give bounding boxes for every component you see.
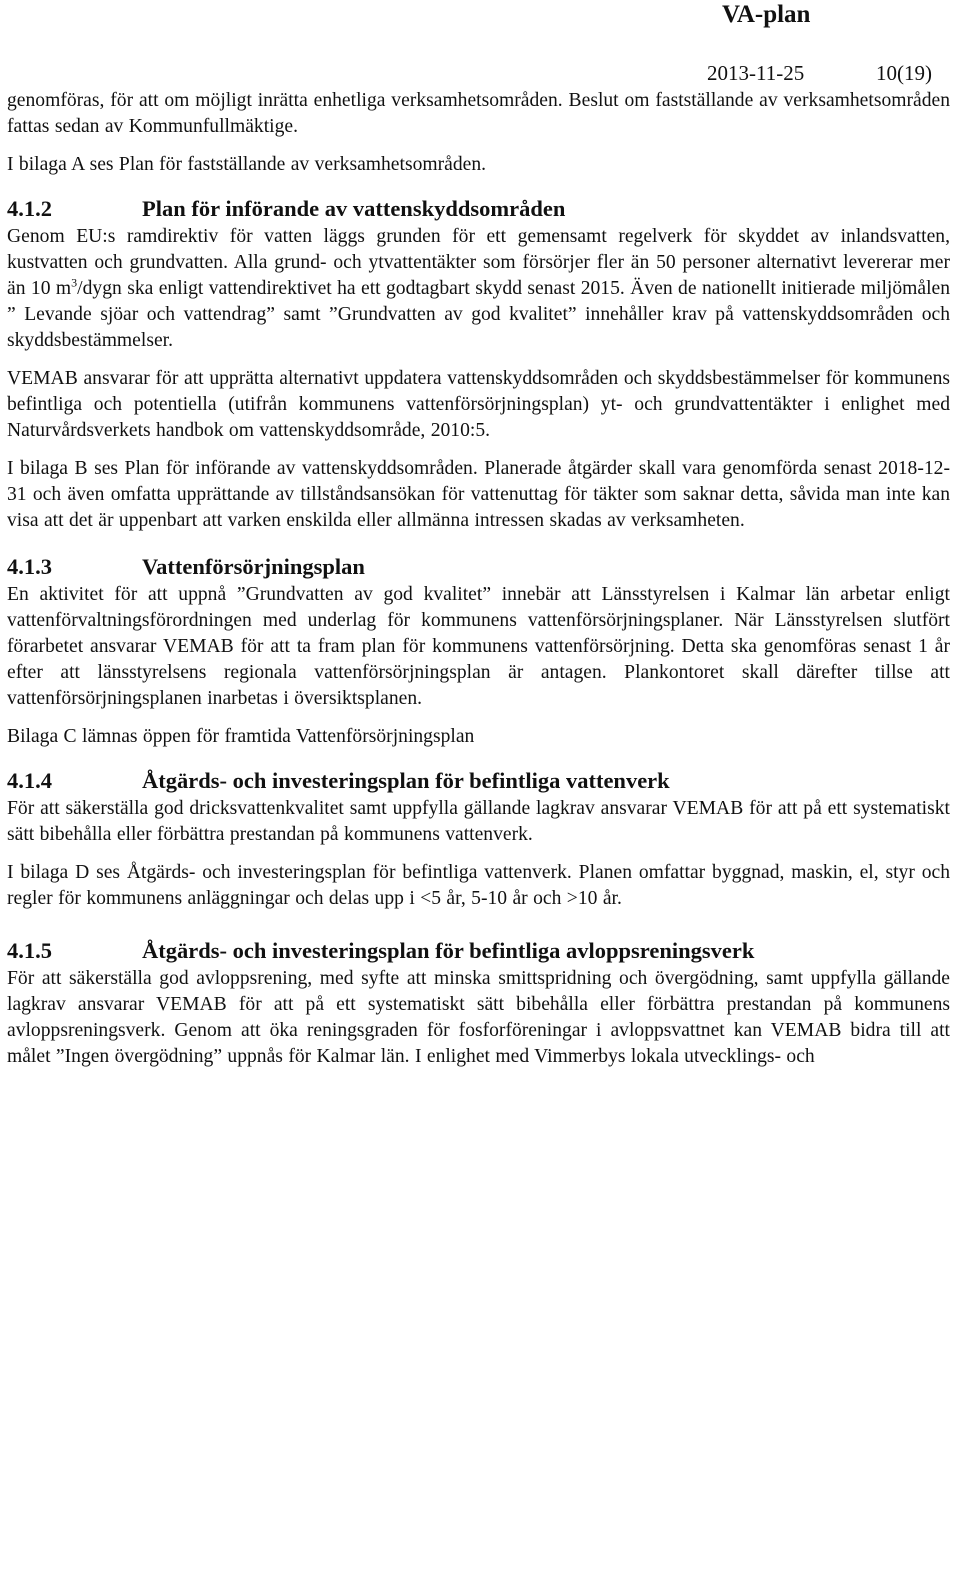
section-4-1-3-paragraph-2: Bilaga C lämnas öppen för framtida Vattenförsörjningsplan [7,726,475,747]
section-heading-4-1-5 [7,936,950,966]
document-date: 2013-11-25 [707,61,805,85]
section-4-1-2-paragraph-3: I bilaga B ses Plan för införande av vattenskyddsområden. Planerade åtgärder skall vara genomförda senast 2018-12-31 och även omfatta upprättande av tillståndsansökan för vattenuttag för täkter som saknar detta, såvida man inte kan visa att det är uppenbart att varken enskilda eller allmänna intressen skadas av verksamheten. [7,458,950,531]
section-heading-4-1-2 [7,194,950,224]
section-4-1-4-paragraph-2: I bilaga D ses Åtgärds- och investeringsplan för befintliga vattenverk. Planen omfattar byggnad, maskin, el, styr och regler för kommunens anläggningar och delas upp i <5 år, 5-10 år och >10 år. [7,862,950,909]
section-title: Åtgärds- och investeringsplan för befintliga vattenverk [142,768,670,793]
section-heading-4-1-4 [7,766,950,796]
section-4-1-3-paragraph-1: En aktivitet för att uppnå ”Grundvatten av god kvalitet” innebär att Länsstyrelsen i Kalmar län arbetar enligt vattenförvaltningsförordningen med underlag för kommunens vattenförsörjningsplaner. När Länsstyrelsen slutfört förarbetet ansvarar VEMAB för att ta fram plan för kommunens vattenförsörjning. Detta ska genomföras senast 1 år efter att länsstyrelsens regionala vattenförsörjningsplan är antagen. Plankontoret skall därefter tillse att vattenförsörjningsplanen inarbetas i översiktsplanen. [7,584,950,709]
section-4-1-4-paragraph-1: För att säkerställa god dricksvattenkvalitet samt uppfylla gällande lagkrav ansvarar VEMAB för att på ett systematiskt sätt bibehålla eller förbättra prestandan på kommunens vattenverk. [7,798,950,845]
superscript: 3 [71,275,78,290]
section-4-1-5-paragraph-1: För att säkerställa god avloppsrening, med syfte att minska smittspridning och övergödning, samt uppfylla gällande lagkrav ansvarar VEMAB för att på ett systematiskt sätt bibehålla eller förbättra prestandan på kommunens avloppsreningsverk. Genom att öka reningsgraden för fosforföreningar i avloppsvattnet kan VEMAB bidra till att målet ”Ingen övergödning” uppnås för Kalmar län. I enlighet med Vimmerbys lokala utvecklings- och [7,968,950,1067]
section-title: Vattenförsörjningsplan [142,554,365,579]
document-body [7,88,950,1070]
section-title: Plan för införande av vattenskyddsområden [142,196,566,221]
paragraph-text: /dygn ska enligt vattendirektivet ha ett godtagbart skydd senast 2015. Även de nationellt initierade miljömålen ” Levande sjöar och vattendrag” samt ”Grundvatten av god kvalitet” innehåller krav på vattenskyddsområden och skyddsbestämmelser. [7,278,951,351]
intro-paragraph-bilaga-a: I bilaga A ses Plan för fastställande av verksamhetsområden. [7,154,487,175]
section-heading-4-1-3 [7,552,950,582]
section-4-1-2-paragraph-2: VEMAB ansvarar för att upprätta alternativt uppdatera vattenskyddsområden och skyddsbestämmelser för kommunens befintliga och potentiella (utifrån kommunens vattenförsörjningsplan) yt- och grundvattentäkter i enlighet med Naturvårdsverkets handbok om vattenskyddsområde, 2010:5. [7,368,950,441]
section-title: Åtgärds- och investeringsplan för befintliga avloppsreningsverk [142,938,755,963]
section-number: 4.1.3 [7,554,52,579]
section-number: 4.1.2 [7,196,52,221]
section-4-1-2-paragraph-1 [7,224,950,354]
section-number: 4.1.5 [7,938,52,963]
document-title: VA-plan [722,1,811,28]
page-number: 10(19) [876,61,932,85]
section-number: 4.1.4 [7,768,52,793]
intro-paragraph: genomföras, för att om möjligt inrätta enhetliga verksamhetsområden. Beslut om fastställande av verksamhetsområden fattas sedan av Kommunfullmäktige. [7,90,950,137]
paragraph-text: Genom EU:s ramdirektiv för vatten läggs grunden för ett gemensamt regelverk för skyddet av inlandsvatten, kustvatten och grundvatten. Alla grund- och ytvattentäkter som försörjer fler än 50 personer alternativt levererar mer än 10 m [7,226,950,299]
